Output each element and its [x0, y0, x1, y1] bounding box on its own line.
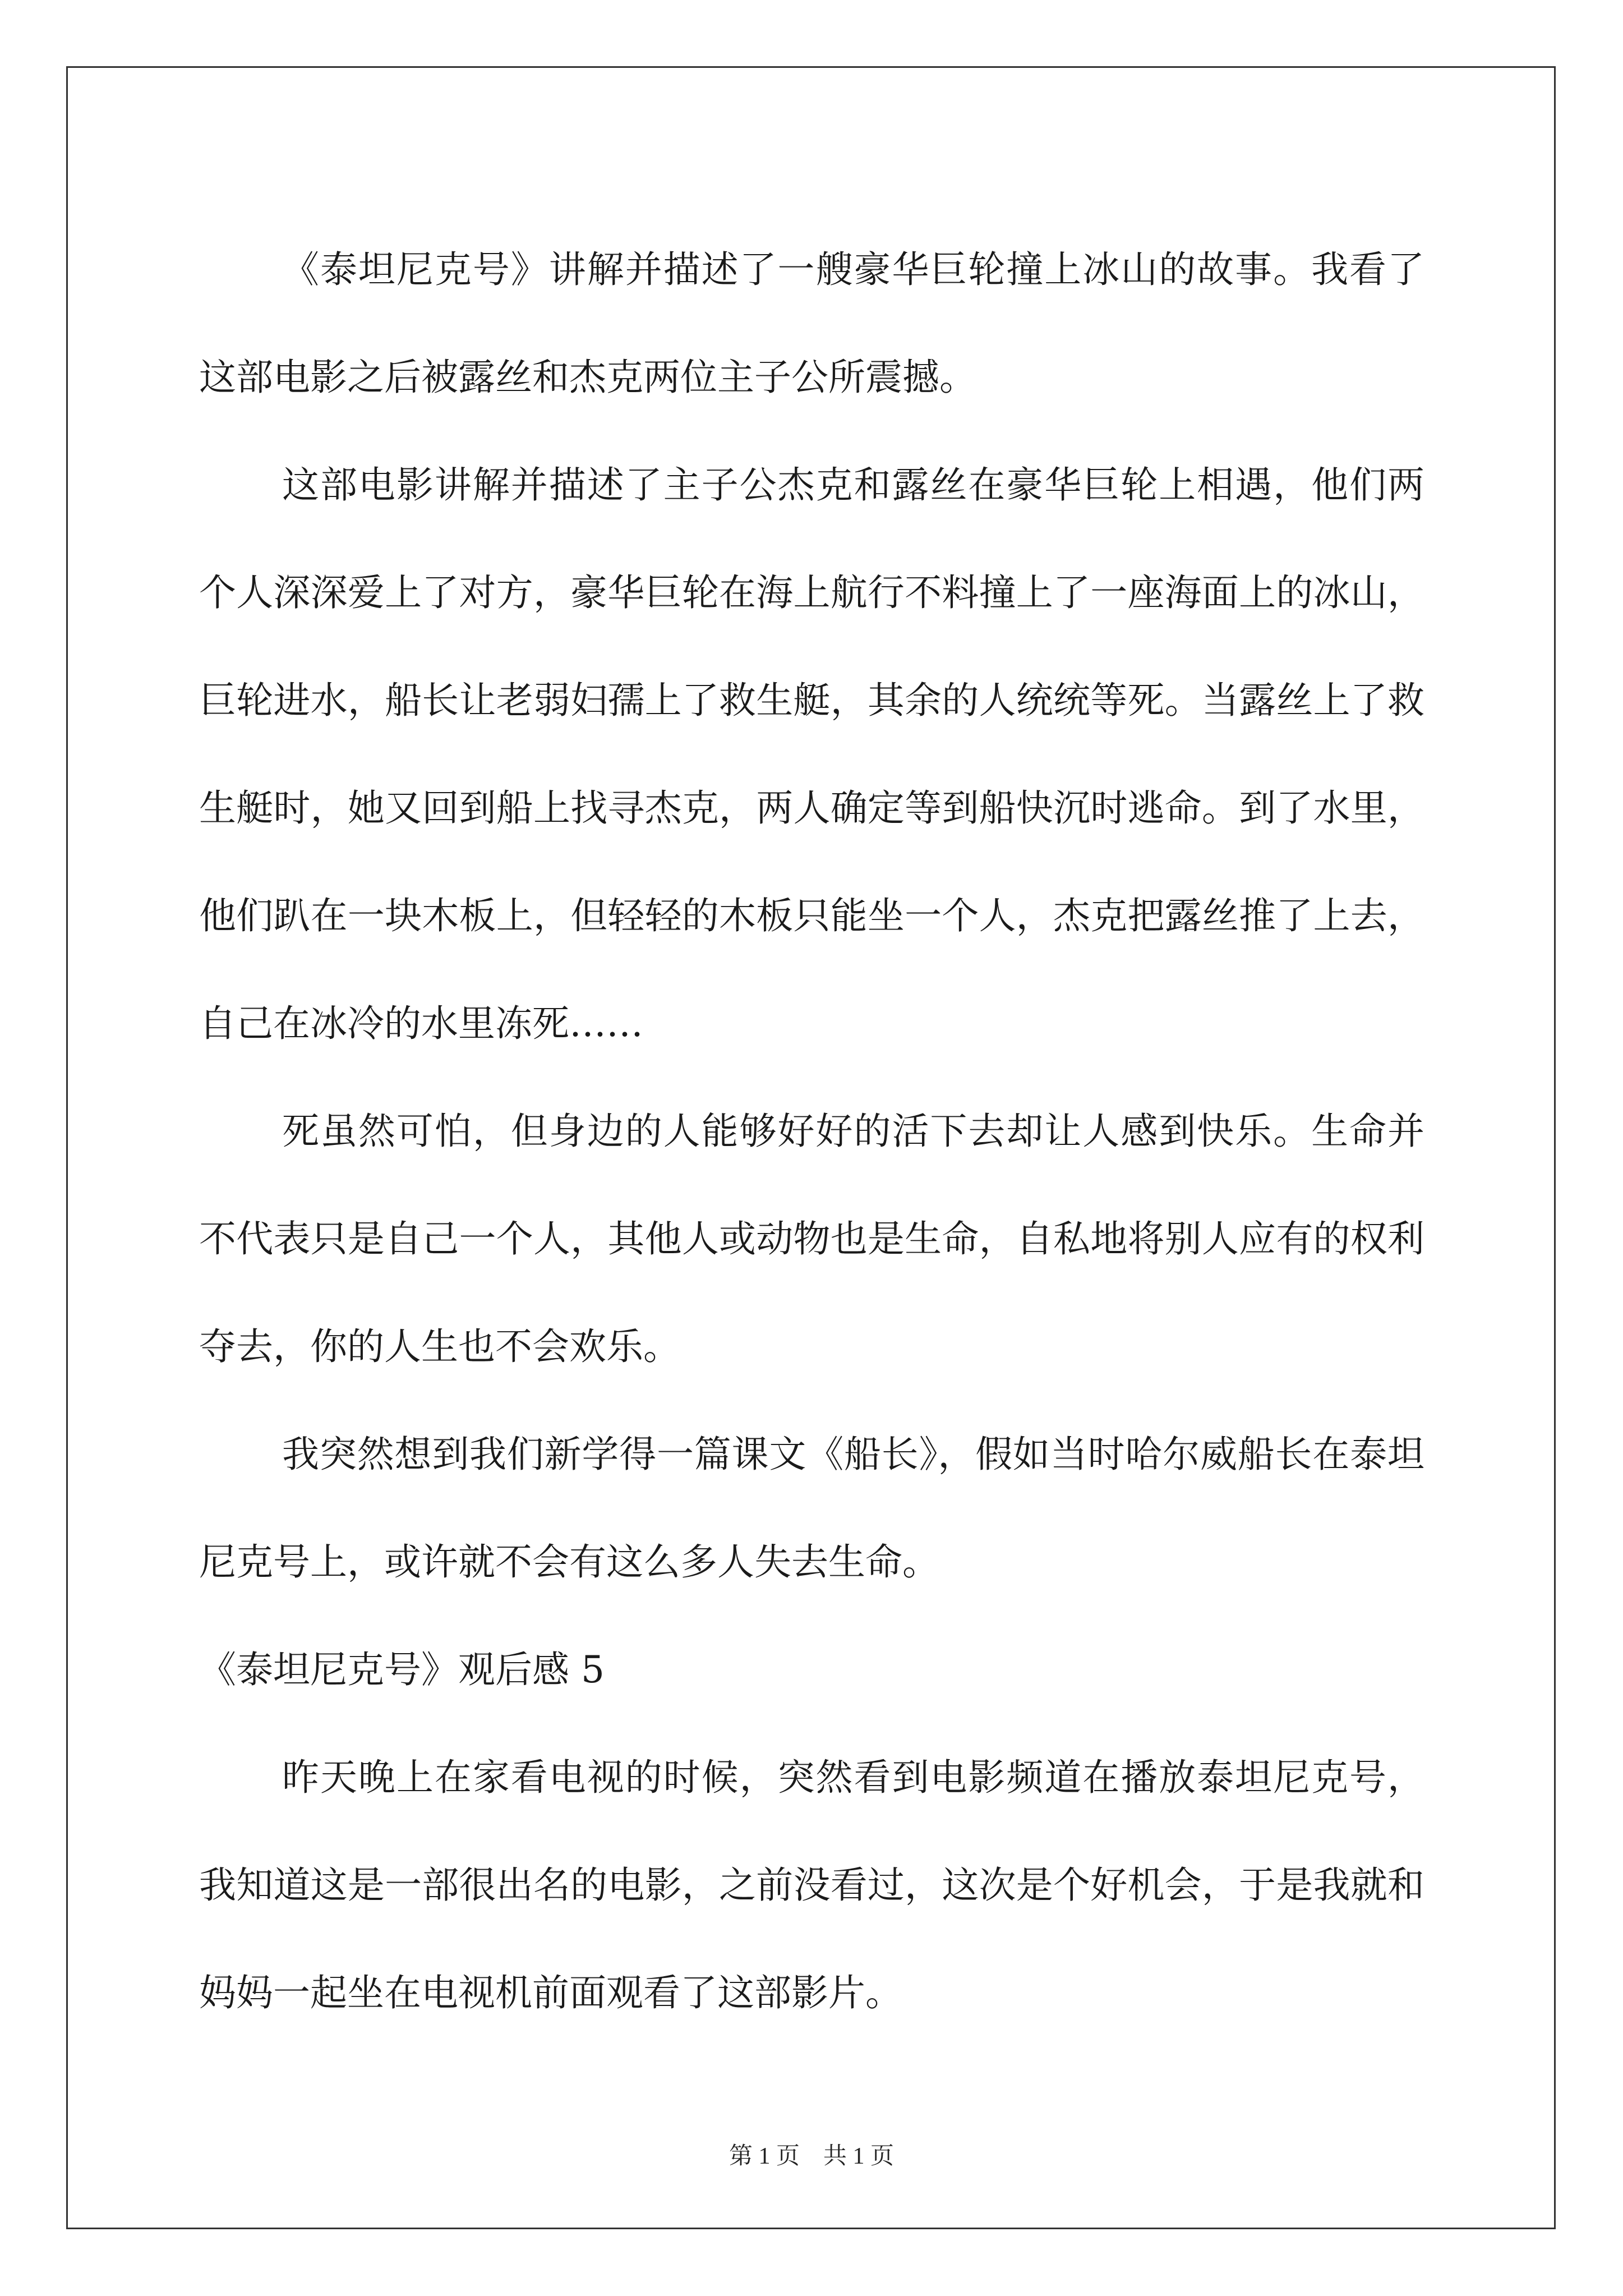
paragraph-1: 《泰坦尼克号》讲解并描述了一艘豪华巨轮撞上冰山的故事。我看了这部电影之后被露丝和杰克两位主子公所震撼。 — [199, 248, 1424, 399]
paragraph-4: 我突然想到我们新学得一篇课文《船长》，假如当时哈尔威船长在泰坦尼克号上，或许就不会有这么多人失去生命。 — [199, 1433, 1424, 1584]
paragraph-2: 这部电影讲解并描述了主子公杰克和露丝在豪华巨轮上相遇，他们两个人深深爱上了对方，豪华巨轮在海上航行不料撞上了一座海面上的冰山，巨轮进水，船长让老弱妇孺上了救生艇，其余的人统统等死。当露丝上了救生艇时，她又回到船上找寻杰克，两人确定等到船快沉时逃命。到了水里，他们趴在一块木板上，但轻轻的木板只能坐一个人，杰克把露丝推了上去，自己在冰冷的水里冻死…… — [199, 463, 1424, 1045]
page-footer — [0, 2137, 1623, 2171]
paragraph-3: 死虽然可怕，但身边的人能够好好的活下去却让人感到快乐。生命并不代表只是自己一个人，其他人或动物也是生命，自私地将别人应有的权利夺去，你的人生也不会欢乐。 — [199, 1110, 1424, 1368]
page-total: 共 1 页 — [823, 2143, 895, 2169]
paragraph-5: 昨天晚上在家看电视的时候，突然看到电影频道在播放泰坦尼克号，我知道这是一部很出名的电影，之前没看过，这次是个好机会，于是我就和妈妈一起坐在电视机前面观看了这部影片。 — [199, 1756, 1424, 2014]
section-title: 《泰坦尼克号》观后感 5 — [199, 1648, 605, 1691]
document-body — [199, 216, 1424, 2047]
page-number: 第 1 页 — [728, 2143, 800, 2169]
